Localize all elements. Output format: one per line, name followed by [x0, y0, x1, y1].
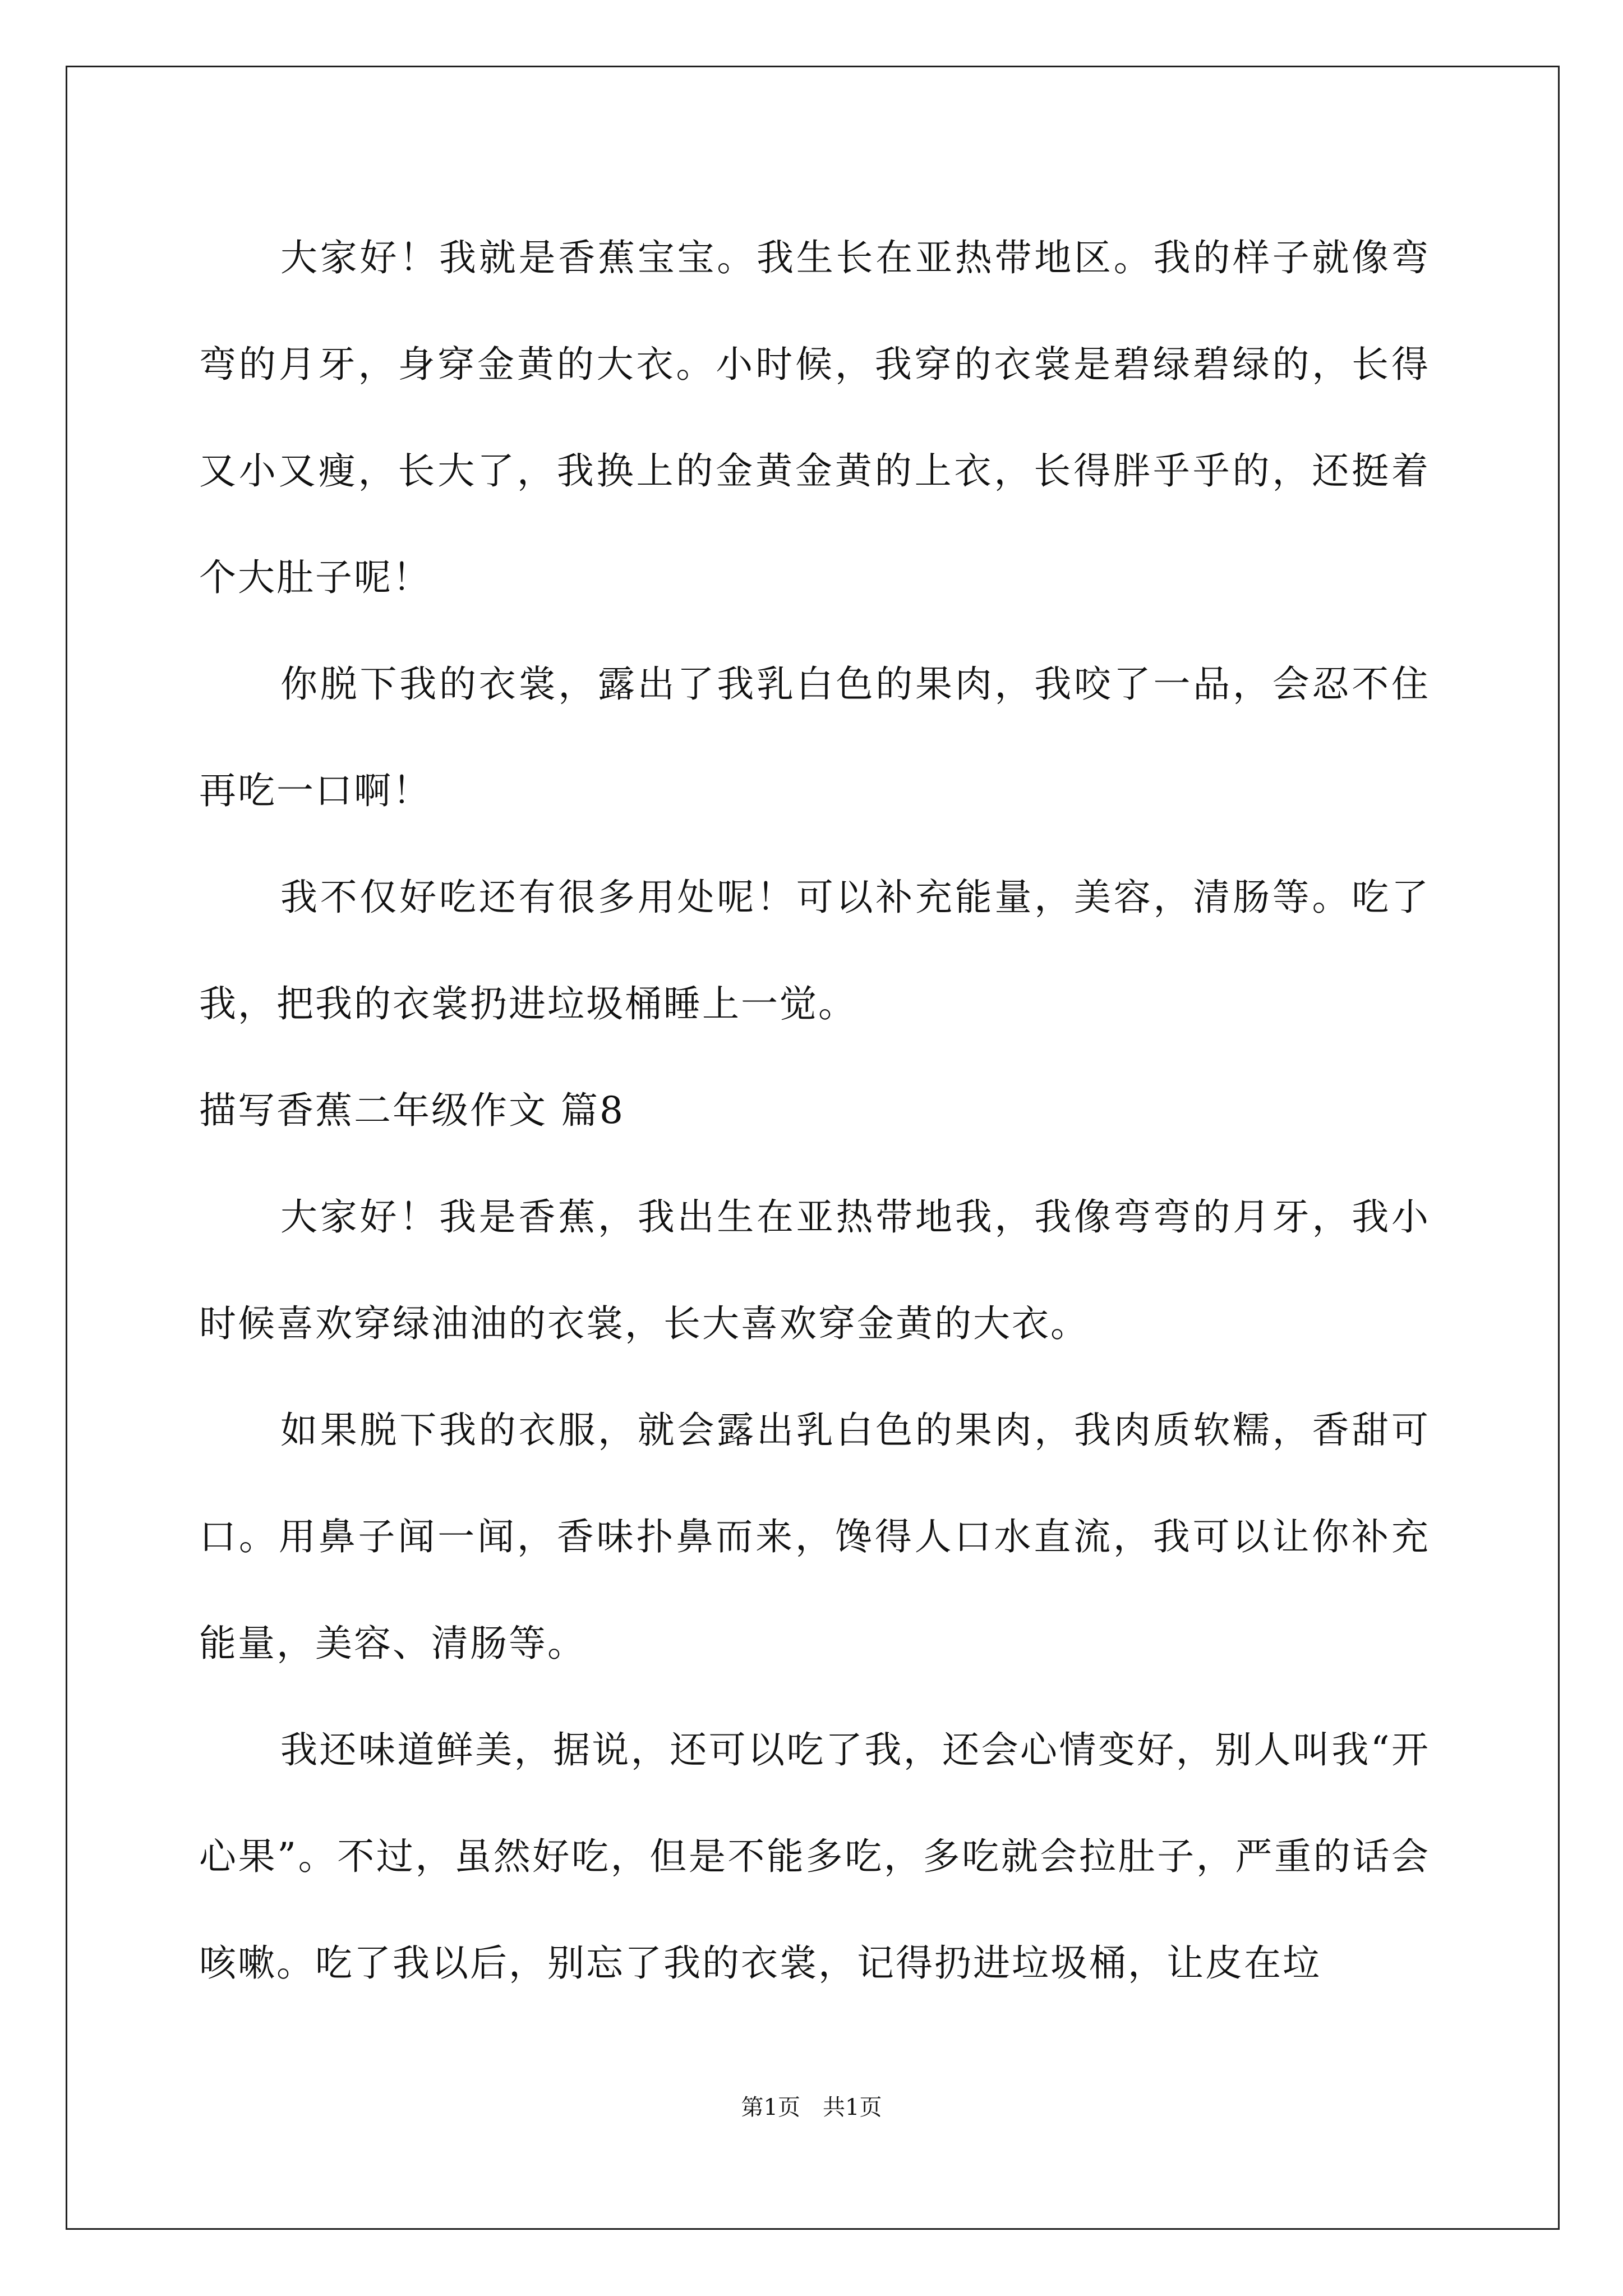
page-number-total: 共1页 [823, 2095, 882, 2120]
page-footer [0, 2090, 1623, 2122]
document-body [199, 205, 1430, 2017]
page-number-current: 第1页 [741, 2095, 800, 2120]
paragraph-6: 我还味道鲜美，据说，还可以吃了我，还会心情变好，别人叫我“开心果”。不过，虽然好吃，但是不能多吃，多吃就会拉肚子，严重的话会咳嗽。吃了我以后，别忘了我的衣裳，记得扔进垃圾桶，让皮在垃 [199, 1728, 1430, 1985]
section-heading: 描写香蕉二年级作文 篇8 [199, 1089, 625, 1132]
paragraph-5: 如果脱下我的衣服，就会露出乳白色的果肉，我肉质软糯，香甜可口。用鼻子闻一闻，香味扑鼻而来，馋得人口水直流，我可以让你补充能量，美容、清肠等。 [199, 1409, 1430, 1665]
paragraph-3: 我不仅好吃还有很多用处呢！可以补充能量，美容，清肠等。吃了我，把我的衣裳扔进垃圾桶睡上一觉。 [199, 876, 1430, 1025]
paragraph-2: 你脱下我的衣裳，露出了我乳白色的果肉，我咬了一品，会忍不住再吃一口啊！ [199, 662, 1430, 812]
paragraph-1: 大家好！我就是香蕉宝宝。我生长在亚热带地区。我的样子就像弯弯的月牙，身穿金黄的大衣。小时候，我穿的衣裳是碧绿碧绿的，长得又小又瘦，长大了，我换上的金黄金黄的上衣，长得胖乎乎的，还挺着个大肚子呢！ [199, 236, 1430, 599]
paragraph-4: 大家好！我是香蕉，我出生在亚热带地我，我像弯弯的月牙，我小时候喜欢穿绿油油的衣裳，长大喜欢穿金黄的大衣。 [199, 1195, 1430, 1345]
